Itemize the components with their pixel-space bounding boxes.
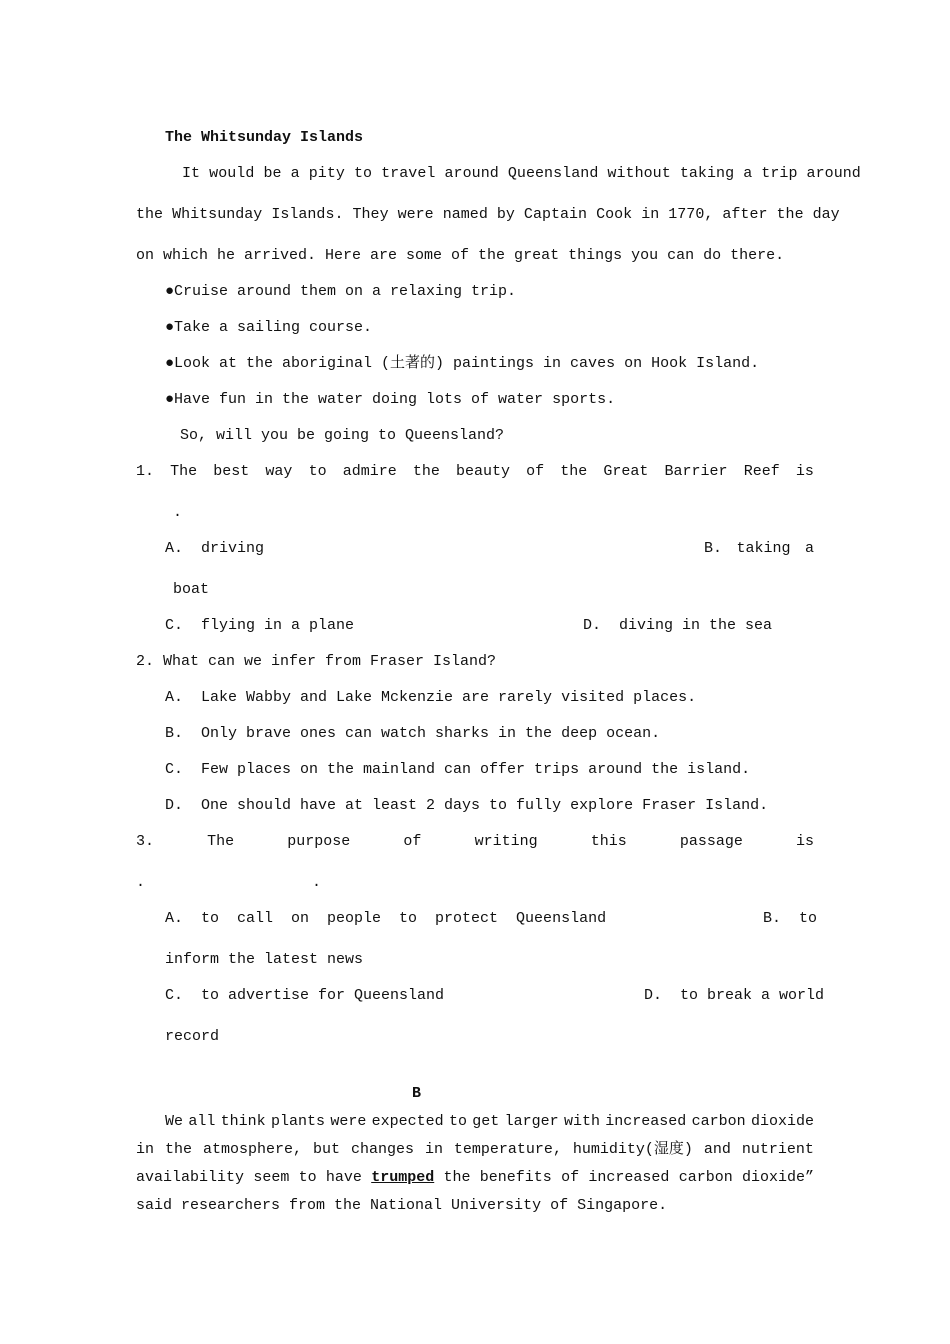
question-3-option-b-cont: inform the latest news — [165, 951, 364, 968]
bullet-item: ●Look at the aboriginal (土著的) paintings in caves on Hook Island. — [165, 355, 760, 372]
question-1-option-d: D. diving in the sea — [583, 617, 773, 634]
question-3-option-d: D. to break a world — [644, 987, 825, 1004]
question-1-option-b: B. taking a — [704, 540, 814, 557]
question-2-option-a: A. Lake Wabby and Lake Mckenzie are rarely visited places. — [165, 689, 697, 706]
para1-line1: It would be a pity to travel around Queensland without taking a trip around — [182, 165, 861, 182]
passage-b-line-3: availability seem to have trumped the benefits of increased carbon dioxide” — [136, 1169, 814, 1186]
bullet-item: ●Cruise around them on a relaxing trip. — [165, 283, 517, 300]
passage-title: The Whitsunday Islands — [165, 129, 364, 146]
bullet-item: ●Have fun in the water doing lots of water sports. — [165, 391, 616, 408]
section-heading-b: B — [412, 1085, 422, 1102]
question-3-option-b: B. to — [763, 910, 818, 927]
question-1-option-b-cont: boat — [173, 581, 210, 598]
question-3-blank-end: . — [312, 874, 322, 891]
question-3-option-c: C. to advertise for Queensland — [165, 987, 445, 1004]
question-2-option-d: D. One should have at least 2 days to fully explore Fraser Island. — [165, 797, 769, 814]
closing-line: So, will you be going to Queensland? — [180, 427, 505, 444]
question-1-stem: 1. The best way to admire the beauty of the Great Barrier Reef is — [136, 463, 814, 480]
question-1-option-a: A. driving — [165, 540, 265, 557]
question-3-blank-start: . — [136, 874, 146, 891]
para1-line2: the Whitsunday Islands. They were named by Captain Cook in 1770, after the day — [136, 206, 840, 223]
question-3-option-d-cont: record — [165, 1028, 220, 1045]
question-2-option-b: B. Only brave ones can watch sharks in the deep ocean. — [165, 725, 661, 742]
bullet-item: ●Take a sailing course. — [165, 319, 373, 336]
question-3-stem: 3. The purpose of writing this passage is — [136, 833, 814, 850]
passage-b-line-2: in the atmosphere, but changes in temperature, humidity(湿度) and nutrient — [136, 1141, 814, 1158]
underlined-word-trumped: trumped — [371, 1169, 435, 1186]
question-2-stem: 2. What can we infer from Fraser Island? — [136, 653, 497, 670]
question-1-option-c: C. flying in a plane — [165, 617, 355, 634]
para1-line3: on which he arrived. Here are some of the great things you can do there. — [136, 247, 785, 264]
question-2-option-c: C. Few places on the mainland can offer trips around the island. — [165, 761, 751, 778]
passage-b-line-1: We all think plants were expected to get larger with increased carbon dioxide — [165, 1113, 814, 1130]
question-3-option-a: A. to call on people to protect Queensland — [165, 910, 607, 927]
passage-b-line-4: said researchers from the National University of Singapore. — [136, 1197, 668, 1214]
question-1-blank-end: . — [173, 504, 183, 521]
